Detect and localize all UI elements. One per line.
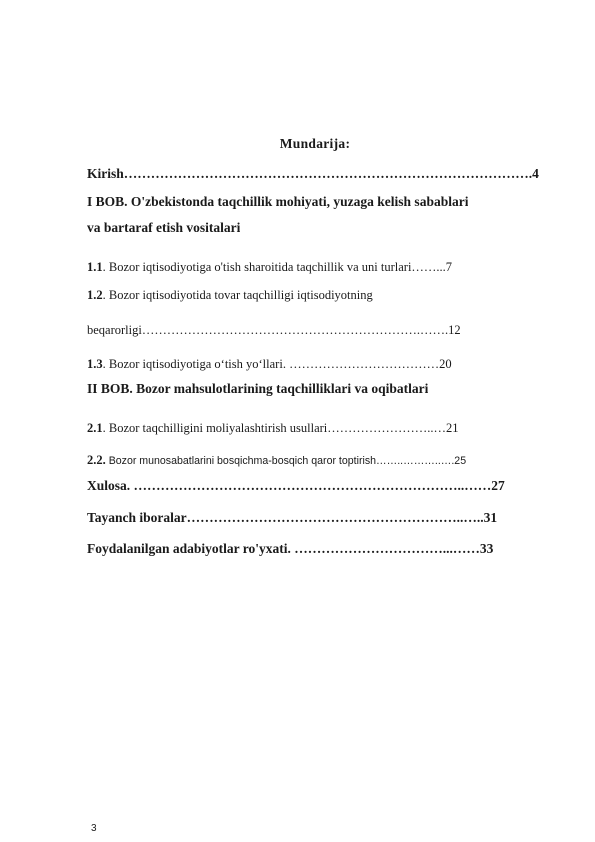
section-number: 1.3 — [87, 357, 103, 371]
toc-entry-kirish: Kirish……………………………………………………………………………….4 — [87, 166, 539, 181]
section-title: . Bozor iqtisodiyotida tovar taqchilligi iqtisodiyotning — [102, 288, 373, 302]
section-title: Bozor munosabatlarini bosqichma-bosqich qaror toptirish……..………..….25 — [105, 455, 467, 467]
section-title: . Bozor taqchilligini moliyalashtirish usullari……………………..…21 — [102, 421, 459, 435]
section-number: 1.2 — [87, 288, 103, 302]
toc-entry-1-2 — [87, 288, 373, 303]
section-title: . Bozor iqtisodiyotiga o'tish sharoitida taqchillik va uni turlari……...7 — [102, 260, 453, 274]
toc-entry-chapter-1-title — [87, 194, 468, 210]
toc-entry-1-2-cont: beqarorligi………………………………………………………….…….12 — [87, 323, 461, 337]
chapter-1-heading: I BOB. O'zbekistonda taqchillik mohiyati, yuzaga kelish sabablari — [87, 194, 469, 209]
toc-entry-2-1 — [87, 421, 459, 436]
toc-entry-adabiyotlar: Foydalanilgan adabiyotlar ro'yxati. ……………………………...……33 — [87, 541, 494, 556]
toc-entry-chapter-2-title: II BOB. Bozor mahsulotlarining taqchilliklari va oqibatlari — [87, 381, 429, 396]
page-number: 3 — [91, 823, 97, 834]
toc-title: Mundarija: — [279, 136, 351, 151]
toc-entry-tayanch-iboralar: Tayanch iboralar……………………………………………………..…..31 — [87, 510, 498, 525]
section-number: 2.1 — [87, 421, 103, 435]
toc-entry-1-3 — [87, 357, 452, 372]
section-number: 2.2. — [87, 453, 106, 467]
section-number: 1.1 — [87, 260, 103, 274]
toc-entry-xulosa: Xulosa. ………………………………………………………………..……27 — [87, 478, 505, 493]
toc-entry-1-1 — [87, 260, 452, 275]
section-title: . Bozor iqtisodiyotiga o‘tish yo‘llari. ………………………………20 — [102, 357, 452, 371]
toc-entry-2-2 — [87, 451, 466, 469]
toc-entry-chapter-1-title-cont: va bartaraf etish vositalari — [87, 220, 241, 235]
